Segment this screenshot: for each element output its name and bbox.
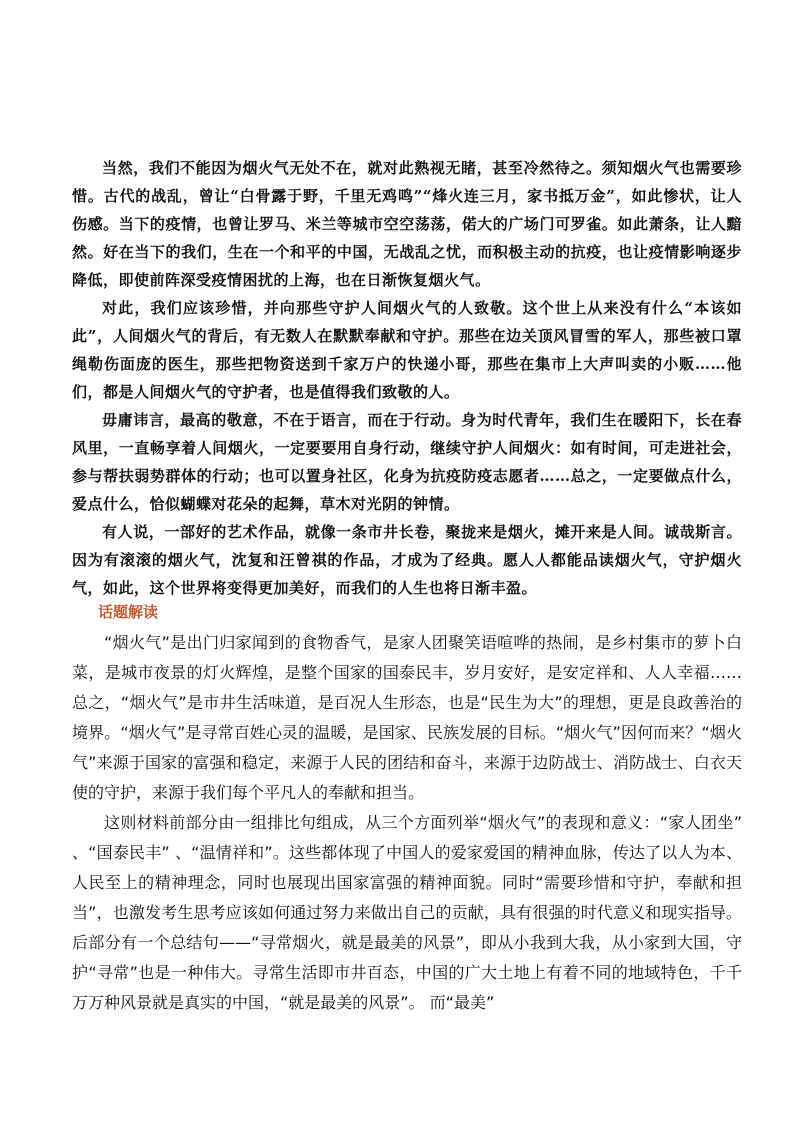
interpretation-paragraph-2: 这则材料前部分由一组排比句组成，从三个方面列举“烟火气”的表现和意义：“家人团坐” 、“国泰民丰” 、“温情祥和”。这些都体现了中国人的爱家爱国的精神血脉，传达了以人为本、人民至上的精神理念，同时也展现出国家富强的精神面貌。同时“需要珍惜和守护，奉献和担当”，也激发考生思考应该如何通过努力来做出自己的贡献，具有很强的时代意义和现实指导。后部分有一个总结句——“寻常烟火，就是最美的风景”，即从小我到大我，从小家到大国，守护“寻常”也是一种伟大。寻常生活即市井百态，中国的广大土地上有着不同的地域特色，千千万万种风景就是真实的中国，“就是最美的风景”。 而“最美” [72, 813, 742, 1012]
essay-body [72, 154, 742, 602]
interpretation-paragraph-1: “烟火气”是出门归家闻到的食物香气，是家人团聚笑语喧哗的热闹，是乡村集市的萝卜白菜，是城市夜景的灯火辉煌，是整个国家的国泰民丰，岁月安好，是安定祥和、人人幸福……总之，“烟火气”是市井生活味道，是百况人生形态，也是“民生为大”的理想，更是良政善治的境界。“烟火气”是寻常百姓心灵的温暖，是国家、民族发展的目标。“烟火气”因何而来？“烟火气”来源于国家的富强和稳定，来源于人民的团结和奋斗，来源于边防战士、消防战士、白衣天使的守护，来源于我们每个平凡人的奉献和担当。 [72, 633, 742, 802]
essay-paragraph-3: 毋庸讳言，最高的敬意，不在于语言，而在于行动。身为时代青年，我们生在暖阳下，长在春风里，一直畅享着人间烟火，一定要要用自身行动，继续守护人间烟火：如有时间，可走进社会，参与帮扶弱势群体的行动；也可以置身社区，化身为抗疫防疫志愿者……总之，一定要做点什么，爱点什么，恰似蝴蝶对花朵的起舞，草木对光阴的钟情。 [72, 411, 742, 513]
essay-paragraph-1: 当然，我们不能因为烟火气无处不在，就对此熟视无睹，甚至冷然待之。须知烟火气也需要珍惜。古代的战乱，曾让“白骨露于野，千里无鸡鸣”“烽火连三月，家书抵万金”，如此惨状，让人伤感。当下的疫情，也曾让罗马、米兰等城市空空荡荡，偌大的广场门可罗雀。如此萧条，让人黯然。好在当下的我们，生在一个和平的中国，无战乱之忧，而积极主动的抗疫，也让疫情影响逐步降低，即使前阵深受疫情困扰的上海，也在日渐恢复烟火气。 [72, 159, 742, 289]
interpretation-body [72, 628, 742, 1018]
essay-paragraph-2: 对此，我们应该珍惜，并向那些守护人间烟火气的人致敬。这个世上从来没有什么“本该如此”，人间烟火气的背后，有无数人在默默奉献和守护。那些在边关顶风冒雪的军人，那些被口罩绳勒伤面庞的医生，那些把物资送到千家万户的快递小哥，那些在集市上大声叫卖的小贩……他们，都是人间烟火气的守护者，也是值得我们致敬的人。 [72, 299, 742, 401]
essay-paragraph-4: 有人说，一部好的艺术作品，就像一条市井长卷，聚拢来是烟火，摊开来是人间。诚哉斯言。因为有滚滚的烟火气，沈复和汪曾祺的作品，才成为了经典。愿人人都能品读烟火气，守护烟火气，如此，这个世界将变得更加美好，而我们的人生也将日渐丰盈。 [72, 523, 742, 597]
section-title: 话题解读 [98, 603, 159, 621]
